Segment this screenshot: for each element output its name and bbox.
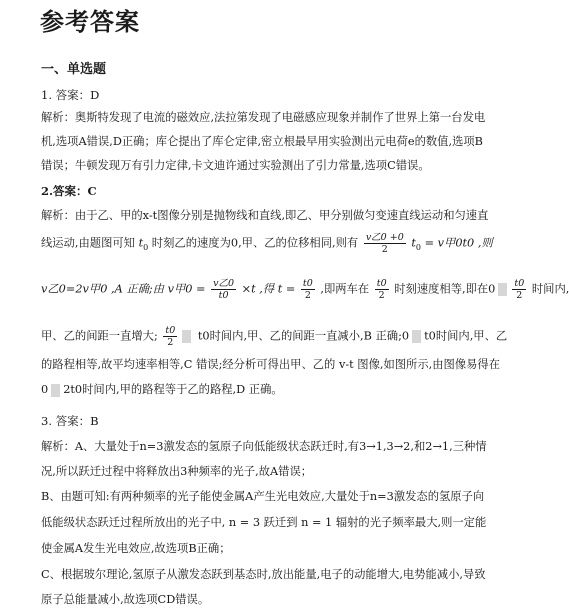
- text-run: 线运动,由题图可知: [41, 236, 135, 250]
- q2-answer: 2.答案：C: [41, 184, 97, 198]
- section-heading-single-choice: 一、单选题: [41, 62, 107, 77]
- fraction: [211, 278, 236, 301]
- q2-explanation-line: 解析：由于乙、甲的x-t图像分别是抛物线和直线,即乙、甲分别做匀变速直线运动和匀速直: [41, 209, 489, 222]
- math-var: t: [138, 236, 144, 250]
- fraction-denominator: 2: [167, 337, 174, 348]
- q3-explanation-line: B、由题可知:有两种频率的光子能使金属A产生光电效应,大量处于n=3激发态的氢原子向: [41, 490, 485, 503]
- fraction-numerator: t0: [376, 278, 387, 289]
- q2-explanation-line: [41, 382, 283, 398]
- math-var: t: [411, 236, 416, 250]
- fraction: [364, 232, 406, 255]
- subscript: 0: [415, 242, 421, 252]
- text-run: t0时间内,甲、乙: [424, 329, 508, 343]
- fraction: [163, 325, 177, 348]
- fraction: [301, 278, 315, 301]
- fraction-numerator: t0: [302, 278, 313, 289]
- text-run: 时间内,: [531, 282, 569, 296]
- q2-explanation-line: [41, 325, 507, 348]
- q3-explanation-line: 低能级状态跃迁过程所放出的光子中, n = 3 跃迁到 n = 1 辐射的光子频率最大,则一定能: [41, 516, 487, 529]
- tilde-placeholder: [182, 330, 191, 343]
- fraction-denominator: t0: [218, 290, 229, 301]
- text-run: 时刻速度相等,即在0: [394, 282, 496, 296]
- tilde-placeholder: [51, 384, 60, 397]
- text-run: v乙0=2v甲0 ,A 正确;由 v甲0 =: [41, 282, 206, 296]
- text-run: 时刻乙的速度为0,甲、乙的位移相同,则有: [151, 236, 359, 250]
- q1-explanation-line: 解析：奥斯特发现了电流的磁效应,法拉第发现了电磁感应现象并制作了世界上第一台发电: [41, 111, 486, 124]
- fraction: [375, 278, 389, 301]
- q3-explanation-line: 原子总能量减小,故选项CD错误。: [41, 593, 210, 606]
- q1-explanation-line: 错误；牛顿发现万有引力定律,卡文迪许通过实验测出了引力常量,选项C错误。: [41, 159, 430, 172]
- text-run: 2t0时间内,甲的路程等于乙的路程,D 正确。: [63, 383, 283, 396]
- tilde-placeholder: [412, 330, 421, 343]
- text-run: = v甲0t0 ,则: [424, 236, 493, 250]
- fraction-numerator: t0: [514, 278, 525, 289]
- subscript: 0: [143, 242, 149, 252]
- text-run: 0: [41, 383, 49, 396]
- fraction-numerator: v乙0: [213, 278, 235, 289]
- text-run: t0时间内,甲、乙的间距一直减小,B 正确;0: [197, 329, 410, 343]
- text-run: ×t ,得 t =: [241, 282, 296, 296]
- fraction-denominator: 2: [516, 290, 523, 301]
- fraction: [512, 278, 526, 301]
- tilde-placeholder: [498, 283, 507, 296]
- page-title: 参考答案: [40, 8, 140, 36]
- q2-explanation-line: [41, 278, 569, 301]
- q3-answer: 3. 答案：B: [41, 414, 99, 428]
- q3-explanation-line: C、根据玻尔理论,氢原子从激发态跃到基态时,放出能量,电子的动能增大,电势能减小,导致: [41, 568, 486, 581]
- fraction-denominator: 2: [381, 244, 388, 255]
- q3-explanation-line: 解析：A、大量处于n=3激发态的氢原子向低能级状态跃迁时,有3→1,3→2,和2→1,三种情: [41, 440, 487, 453]
- fraction-denominator: 2: [304, 290, 311, 301]
- fraction-denominator: 2: [378, 290, 385, 301]
- text-run: 甲、乙的间距一直增大;: [41, 329, 158, 343]
- fraction-numerator: v乙0 +0: [365, 232, 404, 243]
- q1-answer: 1. 答案：D: [41, 88, 100, 102]
- q3-explanation-line: 况,所以跃迁过程中将释放出3种频率的光子,故A错误；: [41, 465, 313, 478]
- q2-explanation-line: 的路程相等,故平均速率相等,C 错误;经分析可得出甲、乙的 v-t 图像,如图所示,由图像易得在: [41, 358, 501, 371]
- q3-explanation-line: 使金属A发生光电效应,故选项B正确；: [41, 542, 231, 555]
- text-run: ,即两车在: [320, 282, 370, 296]
- fraction-numerator: t0: [165, 325, 176, 336]
- q2-explanation-line: [41, 232, 493, 256]
- q1-explanation-line: 机,选项A错误,D正确；库仑提出了库仑定律,密立根最早用实验测出元电荷e的数值,选项B: [41, 135, 483, 148]
